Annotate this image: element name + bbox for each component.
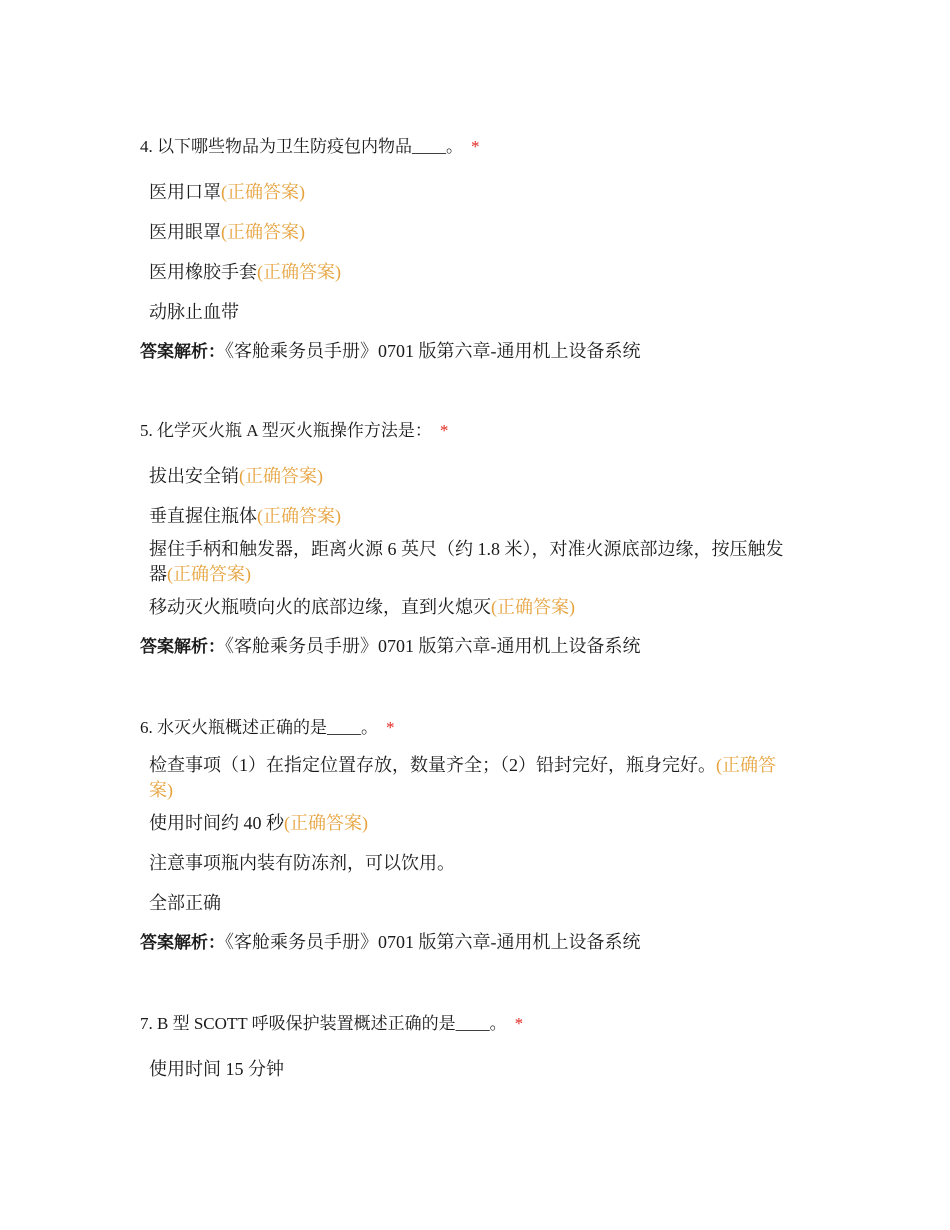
option[interactable] [140,464,810,489]
analysis-text: 《客舱乘务员手册》0701 版第六章-通用机上设备系统 [225,932,641,952]
option[interactable] [140,180,810,205]
correct-answer-tag: (正确答案) [149,755,776,800]
analysis-label: 答案解析： [140,637,225,656]
analysis-label: 答案解析： [140,342,225,361]
required-star: * [386,718,395,737]
options-list [140,464,810,620]
option[interactable] [140,220,810,245]
option-text: 握住手柄和触发器，距离火源 6 英尺（约 1.8 米），对准火源底部边缘，按压触发器 [149,539,784,584]
option[interactable] [140,1057,810,1082]
question-title [140,135,810,159]
option-text: 全部正确 [149,893,221,913]
analysis-text: 《客舱乘务员手册》0701 版第六章-通用机上设备系统 [225,341,641,361]
question-4 [140,135,810,364]
correct-answer-tag: (正确答案) [491,597,575,617]
option-text: 使用时间 15 分钟 [149,1059,284,1079]
option-text: 使用时间约 40 秒 [149,813,284,833]
option[interactable] [140,300,810,325]
correct-answer-tag: (正确答案) [257,262,341,282]
option-text: 注意事项瓶内装有防冻剂，可以饮用。 [149,853,455,873]
required-star: * [471,137,480,156]
answer-analysis [140,930,810,955]
question-7 [140,1012,810,1082]
option[interactable] [140,595,810,620]
option-text: 拔出安全销 [149,466,239,486]
option-text: 医用口罩 [149,182,221,202]
option-text: 医用橡胶手套 [149,262,257,282]
answer-analysis [140,339,810,364]
options-list [140,180,810,325]
question-title-text: 5. 化学灭火瓶 A 型灭火瓶操作方法是： [140,421,432,440]
question-title-text: 7. B 型 SCOTT 呼吸保护装置概述正确的是____。 [140,1014,507,1033]
question-title [140,716,810,740]
question-title [140,419,810,443]
correct-answer-tag: (正确答案) [167,564,251,584]
question-title-text: 6. 水灭火瓶概述正确的是____。 [140,718,378,737]
correct-answer-tag: (正确答案) [284,813,368,833]
option-text: 移动灭火瓶喷向火的底部边缘，直到火熄灭 [149,597,491,617]
option[interactable] [140,537,810,587]
option[interactable] [140,753,810,803]
option[interactable] [140,811,810,836]
answer-analysis [140,634,810,659]
option[interactable] [140,260,810,285]
question-6 [140,716,810,955]
option-text: 垂直握住瓶体 [149,506,257,526]
question-5 [140,419,810,659]
analysis-label: 答案解析： [140,933,225,952]
correct-answer-tag: (正确答案) [221,222,305,242]
option[interactable] [140,851,810,876]
question-title-text: 4. 以下哪些物品为卫生防疫包内物品____。 [140,137,463,156]
analysis-text: 《客舱乘务员手册》0701 版第六章-通用机上设备系统 [225,636,641,656]
required-star: * [514,1014,524,1033]
options-list [140,753,810,916]
question-title [140,1012,810,1036]
option[interactable] [140,504,810,529]
option-text: 医用眼罩 [149,222,221,242]
options-list [140,1057,810,1082]
option-text: 动脉止血带 [149,302,239,322]
option[interactable] [140,891,810,916]
correct-answer-tag: (正确答案) [239,466,323,486]
required-star: * [439,421,449,440]
option-text: 检查事项（1）在指定位置存放，数量齐全；（2）铅封完好，瓶身完好。 [149,755,716,775]
correct-answer-tag: (正确答案) [257,506,341,526]
correct-answer-tag: (正确答案) [221,182,305,202]
